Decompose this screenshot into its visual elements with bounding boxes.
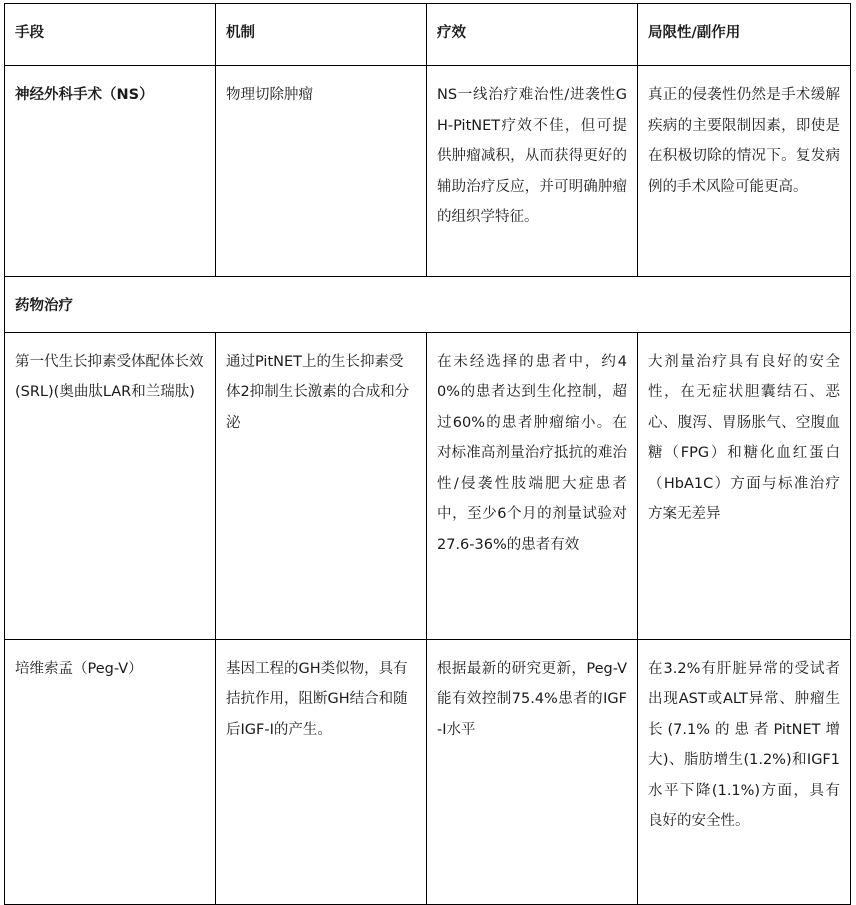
ns-method: 神经外科手术（NS）	[5, 66, 216, 277]
treatment-comparison-table	[4, 3, 851, 905]
ns-limitations: 真正的侵袭性仍然是手术缓解疾病的主要限制因素，即使是在积极切除的情况下。复发病例的手术风险可能更高。	[638, 66, 851, 277]
peg-limitations: 在3.2%有肝脏异常的受试者出现AST或ALT异常、肿瘤生长(7.1%的患者PitNET增大)、脂肪增生(1.2%)和IGF1水平下降(1.1%)方面，具有良好的安全性。	[638, 639, 851, 904]
peg-method: 培维索孟（Peg-V）	[5, 639, 216, 904]
peg-efficacy: 根据最新的研究更新，Peg-V能有效控制75.4%患者的IGF-I水平	[427, 639, 638, 904]
srl-limitations: 大剂量治疗具有良好的安全性，在无症状胆囊结石、恶心、腹泻、胃肠胀气、空腹血糖（FPG）和糖化血红蛋白（HbA1C）方面与标准治疗方案无差异	[638, 332, 851, 639]
srl-mechanism: 通过PitNET上的生长抑素受体2抑制生长激素的合成和分泌	[216, 332, 427, 639]
table-row	[5, 639, 851, 904]
header-efficacy: 疗效	[427, 4, 638, 66]
section-row	[5, 277, 851, 333]
ns-efficacy: NS一线治疗难治性/进袭性GH-PitNET疗效不佳，但可提供肿瘤减积，从而获得更好的辅助治疗反应，并可明确肿瘤的组织学特征。	[427, 66, 638, 277]
table-row	[5, 332, 851, 639]
drug-section-heading: 药物治疗	[5, 277, 851, 333]
table-header-row	[5, 4, 851, 66]
ns-mechanism: 物理切除肿瘤	[216, 66, 427, 277]
srl-efficacy: 在未经选择的患者中，约40%的患者达到生化控制，超过60%的患者肿瘤缩小。在对标准高剂量治疗抵抗的难治性/侵袭性肢端肥大症患者中，至少6个月的剂量试验对27.6-36%的患者有效	[427, 332, 638, 639]
header-mechanism: 机制	[216, 4, 427, 66]
header-limitations: 局限性/副作用	[638, 4, 851, 66]
peg-mechanism: 基因工程的GH类似物，具有拮抗作用，阻断GH结合和随后IGF-I的产生。	[216, 639, 427, 904]
srl-method: 第一代生长抑素受体配体长效(SRL)(奥曲肽LAR和兰瑞肽)	[5, 332, 216, 639]
header-method: 手段	[5, 4, 216, 66]
table-row	[5, 66, 851, 277]
